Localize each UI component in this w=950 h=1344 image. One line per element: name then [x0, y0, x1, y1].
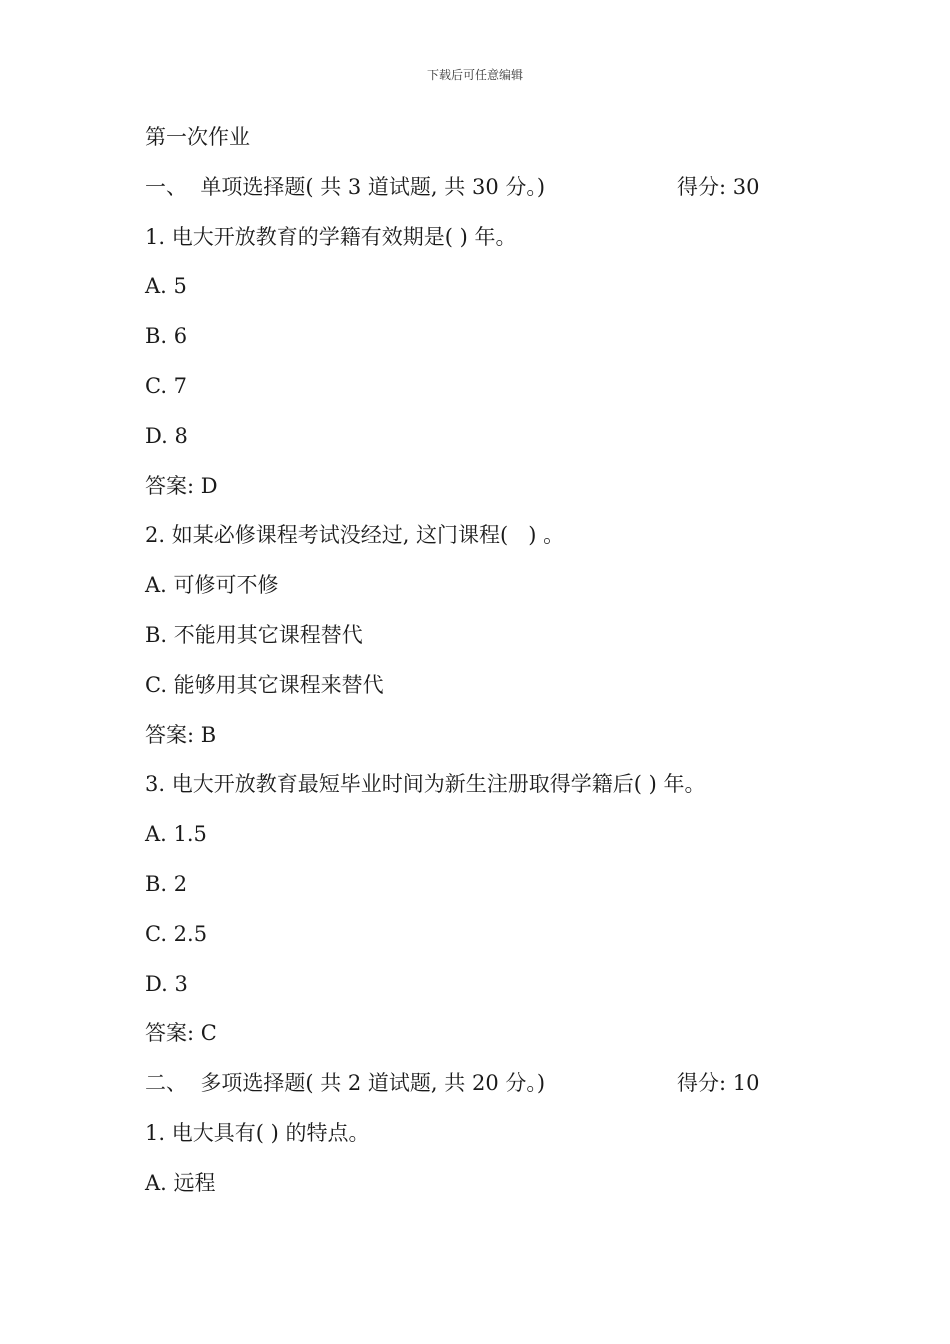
option-b: B. 2 [145, 871, 188, 896]
page-header-note: 下载后可任意编辑 [426, 68, 523, 82]
option-d: D. 8 [145, 423, 188, 448]
option-c: C. 能够用其它课程来替代 [145, 672, 384, 697]
section-score: 得分: 10 [677, 1071, 760, 1096]
document-title: 第一次作业 [145, 125, 250, 149]
answer-text: 答案: B [145, 722, 217, 747]
option-a: A. 1.5 [145, 822, 207, 847]
question-text: 2. 如某必修课程考试没经过, 这门课程( ) 。 [145, 523, 565, 548]
question-text: 1. 电大开放教育的学籍有效期是( ) 年。 [145, 224, 517, 249]
section-title: 二、 多项选择题( 共 2 道试题, 共 20 分。) [145, 1071, 546, 1096]
section-title: 一、 单项选择题( 共 3 道试题, 共 30 分。) [145, 174, 546, 199]
answer-text: 答案: C [145, 1021, 217, 1046]
option-b: B. 6 [145, 324, 188, 349]
option-d: D. 3 [145, 971, 188, 996]
option-b: B. 不能用其它课程替代 [145, 622, 363, 647]
section-heading-multiple-choice [145, 1065, 845, 1115]
section-score: 得分: 30 [677, 174, 760, 199]
option-a: A. 远程 [145, 1170, 216, 1195]
question-text: 1. 电大具有( ) 的特点。 [145, 1120, 370, 1145]
section-heading-single-choice [145, 169, 845, 219]
document-body [145, 119, 845, 1215]
answer-text: 答案: D [145, 473, 218, 498]
option-a: A. 5 [145, 274, 187, 299]
option-c: C. 7 [145, 373, 188, 398]
option-a: A. 可修可不修 [145, 573, 279, 598]
option-c: C. 2.5 [145, 921, 208, 946]
question-text: 3. 电大开放教育最短毕业时间为新生注册取得学籍后( ) 年。 [145, 772, 706, 797]
